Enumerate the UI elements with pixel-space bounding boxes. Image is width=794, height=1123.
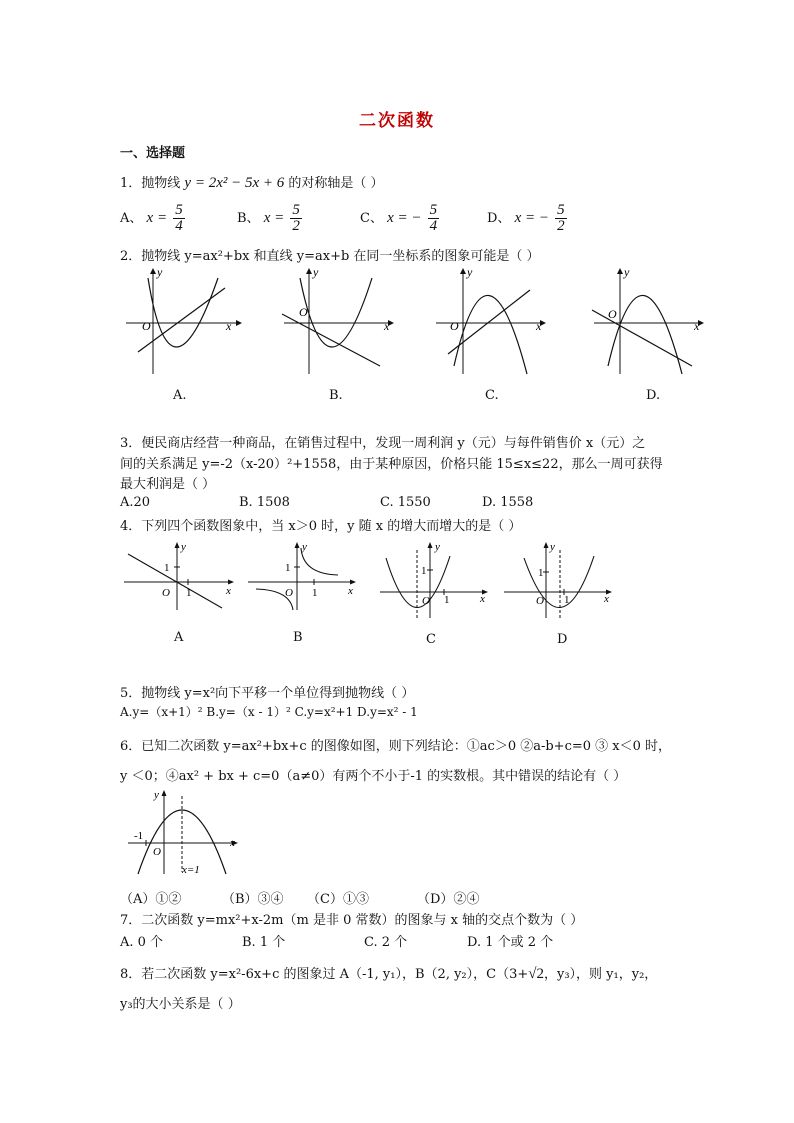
q7-option-d[interactable]: D. 1 个或 2 个 [467, 935, 554, 950]
neg-one-label: -1 [134, 830, 144, 842]
question-3-line-3: 最大利润是（ ） [120, 477, 216, 492]
y-tick-label: 1 [285, 562, 291, 574]
numerator: 5 [429, 202, 438, 218]
y-label: y [181, 541, 186, 553]
y-arrow [617, 268, 623, 274]
y-label: y [302, 541, 307, 553]
q2-graph-c [432, 266, 552, 378]
question-6-line-1: 6．已知二次函数 y=ax²+bx+c 的图像如图，则下列结论：①ac＞0 ②a-b+c=0 ③ x＜0 时， [120, 739, 672, 754]
origin-label: O [422, 595, 430, 607]
option-label: A、 [120, 211, 143, 226]
question-3-line-2: 间的关系满足 y=-2（x-20）²+1558，由于某种原因，价格只能 15≤x≤22，那么一周可获得 [120, 457, 663, 472]
q4-label-b: B [293, 630, 303, 645]
page-title: 二次函数 [359, 111, 435, 131]
y-arrow [150, 268, 156, 274]
fraction [173, 203, 185, 234]
question-8-line-2: y₃的大小关系是（ ） [120, 997, 241, 1012]
q5-options[interactable]: A.y=（x+1）² B.y=（x - 1）² C.y=x²+1 D.y=x² - 1 [120, 705, 418, 719]
origin-label: O [450, 319, 459, 333]
q6-graph [126, 786, 246, 876]
q2-graph-a [120, 266, 240, 378]
q3-option-c[interactable]: C. 1550 [380, 495, 431, 510]
line [282, 314, 380, 366]
fraction [555, 203, 567, 234]
y-arrow [295, 542, 300, 548]
denominator: 2 [557, 218, 565, 234]
q1-formula: y = 2x² − 5x + 6 [184, 175, 285, 191]
q3-option-d[interactable]: D. 1558 [482, 495, 534, 510]
fraction [428, 203, 440, 234]
q6-option-a[interactable]: （A）①② [120, 892, 182, 907]
y-arrow [162, 790, 167, 796]
y-arrow [460, 268, 466, 274]
y-tick-label: 1 [421, 565, 427, 577]
y-label: y [467, 265, 473, 279]
q2-label-c: C. [485, 388, 499, 403]
q1-option-d[interactable] [487, 203, 569, 234]
option-lhs: x = [146, 210, 168, 226]
sqrt-two: √2 [528, 966, 544, 982]
y-arrow [175, 542, 180, 548]
x-label: x [226, 319, 232, 333]
q8-text-a: 8．若二次函数 y=x²-6x+c 的图象过 A（-1, y₁），B（2, y₂），C（3+ [120, 967, 529, 982]
q6-option-d[interactable]: （D）②④ [417, 892, 480, 907]
q1-prefix: 1．抛物线 [120, 176, 181, 191]
origin-label: O [142, 319, 151, 333]
question-3-line-1: 3．便民商店经营一种商品，在销售过程中，发现一周利润 y（元）与每件销售价 x（元）之 [120, 436, 646, 451]
q4-label-a: A [174, 630, 184, 645]
x-label: x [348, 585, 353, 597]
q6-option-b[interactable]: （B）③④ [222, 892, 284, 907]
parabola [300, 278, 372, 347]
x-label: x [230, 837, 235, 849]
x-label: x [694, 319, 700, 333]
origin-label: O [299, 305, 308, 319]
q2-graph-d [590, 266, 710, 378]
q7-option-c[interactable]: C. 2 个 [364, 935, 408, 950]
q7-option-b[interactable]: B. 1 个 [242, 935, 286, 950]
x-tick-label: 1 [186, 587, 192, 599]
x-tick-label: 1 [312, 587, 318, 599]
q1-option-b[interactable] [237, 203, 304, 234]
q3-option-b[interactable]: B. 1508 [239, 495, 290, 510]
y-label: y [435, 541, 440, 553]
q1-suffix: 的对称轴是（ ） [288, 176, 384, 191]
fraction [290, 203, 302, 234]
symmetry-label: x=1 [182, 864, 200, 876]
question-7: 7．二次函数 y=mx²+x-2m（m 是非 0 常数）的图象与 x 轴的交点个数为（ ） [120, 913, 584, 928]
q2-label-a: A. [173, 388, 187, 403]
q2-label-d: D. [646, 388, 661, 403]
origin-label: O [285, 587, 293, 599]
question-4: 4．下列四个函数图象中，当 x＞0 时，y 随 x 的增大而增大的是（ ） [120, 519, 522, 534]
y-tick-label: 1 [164, 562, 170, 574]
question-5: 5．抛物线 y=x²向下平移一个单位得到抛物线（ ） [120, 686, 415, 701]
q6-option-c[interactable]: （C）①③ [307, 892, 369, 907]
q4-graph-a [122, 540, 237, 612]
numerator: 5 [292, 202, 300, 218]
y-tick-label: 1 [538, 567, 544, 579]
parabola [608, 295, 682, 374]
q8-text-b: ，y₃），则 y₁，y₂， [543, 967, 658, 982]
x-label: x [384, 319, 390, 333]
q7-option-a[interactable]: A. 0 个 [120, 935, 164, 950]
denominator: 4 [429, 218, 438, 234]
x-label: x [604, 593, 609, 605]
y-label: y [154, 789, 159, 801]
x-arrow [236, 320, 242, 326]
numerator: 5 [175, 202, 183, 218]
q1-option-a[interactable] [120, 203, 187, 234]
denominator: 2 [292, 218, 300, 234]
x-label: x [480, 593, 485, 605]
line [128, 554, 222, 608]
option-lhs: x = [263, 210, 285, 226]
line [592, 310, 692, 366]
origin-label: O [536, 595, 544, 607]
parabola [454, 295, 527, 374]
x-arrow [228, 580, 234, 585]
option-label: D、 [487, 211, 511, 226]
y-arrow [306, 268, 312, 274]
numerator: 5 [557, 202, 565, 218]
q4-label-d: D [557, 632, 568, 647]
y-arrow [544, 542, 549, 548]
option-lhs: x = − [387, 210, 422, 226]
x-label: x [226, 585, 231, 597]
parabola [386, 556, 450, 608]
origin-label: O [153, 846, 161, 858]
question-1 [120, 172, 384, 192]
q3-option-a[interactable]: A.20 [120, 495, 151, 510]
x-arrow [350, 580, 356, 585]
y-label: y [624, 265, 630, 279]
q4-label-c: C [426, 632, 436, 647]
origin-label: O [162, 587, 170, 599]
question-2: 2．抛物线 y=ax²+bx 和直线 y=ax+b 在同一坐标系的图象可能是（ ） [120, 249, 540, 264]
x-tick-label: 1 [444, 594, 450, 606]
option-label: C、 [360, 211, 383, 226]
option-label: B、 [237, 211, 260, 226]
q4-graph-d [502, 540, 617, 620]
y-label: y [550, 541, 555, 553]
q1-option-c[interactable] [360, 203, 441, 234]
line [448, 290, 530, 354]
denominator: 4 [175, 218, 183, 234]
x-label: x [536, 319, 542, 333]
y-label: y [157, 265, 163, 279]
q4-graph-c [378, 540, 493, 620]
section-heading: 一、选择题 [120, 146, 186, 161]
question-8-line-1 [120, 963, 657, 983]
y-label: y [313, 265, 319, 279]
question-6-line-2: y ＜0；④ax² + bx + c=0（a≠0）有两个不小于-1 的实数根。其中错误的结论有（ ） [120, 769, 627, 784]
q2-label-b: B. [329, 388, 343, 403]
parabola [524, 556, 594, 608]
q4-graph-b [246, 540, 361, 612]
y-arrow [428, 542, 433, 548]
q2-graph-b [278, 266, 398, 378]
option-lhs: x = − [514, 210, 549, 226]
origin-label: O [608, 307, 617, 321]
x-tick-label: 1 [564, 594, 570, 606]
